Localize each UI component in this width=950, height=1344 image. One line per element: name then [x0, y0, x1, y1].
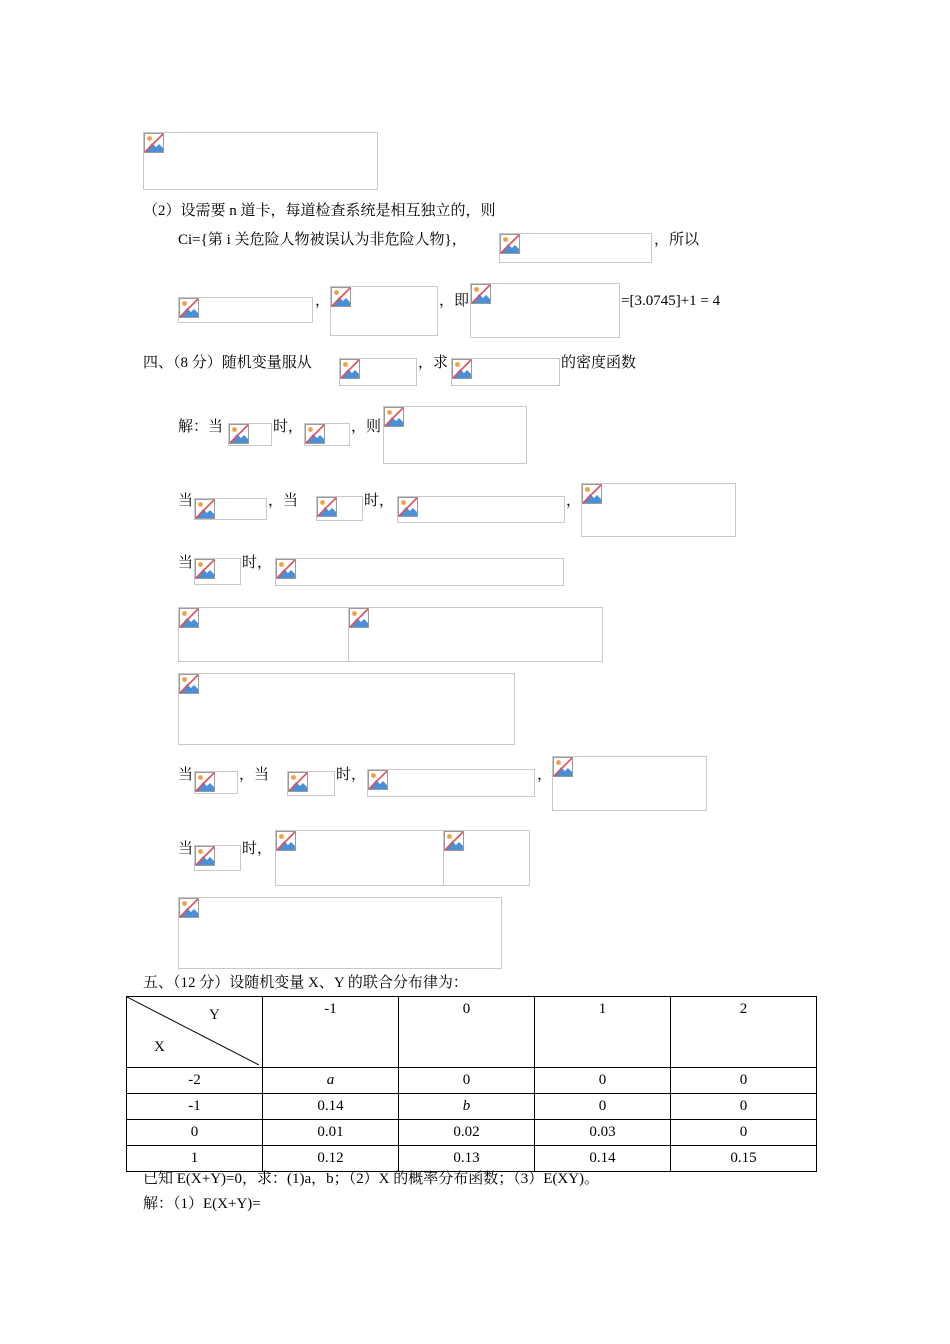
text-line: 当 [178, 767, 194, 783]
broken-image-icon [444, 831, 464, 851]
broken-image-icon [195, 846, 215, 866]
formula-image [287, 771, 335, 796]
text-line: 时， [336, 767, 367, 783]
formula-image [581, 483, 736, 537]
table-cell [399, 1094, 535, 1120]
table-cell: 0.02 [399, 1120, 535, 1146]
row-header: -1 [127, 1094, 263, 1120]
formula-image [339, 358, 417, 386]
broken-image-icon [288, 772, 308, 792]
table-cell: 0 [671, 1120, 817, 1146]
table-row [127, 1120, 817, 1146]
table-row [127, 1068, 817, 1094]
formula-image [178, 607, 349, 662]
broken-image-icon [331, 287, 351, 307]
broken-image-icon [349, 608, 369, 628]
broken-image-icon [179, 674, 199, 694]
table-cell [263, 1068, 399, 1094]
text-line: 时， [242, 841, 273, 857]
broken-image-icon [500, 234, 520, 254]
broken-image-icon [398, 497, 418, 517]
text-line: ，即 [439, 293, 470, 309]
joint-distribution-table [126, 996, 817, 1172]
section-heading: 五、（12 分）设随机变量 X、Y 的联合分布律为： [143, 975, 468, 991]
column-header: -1 [263, 997, 399, 1068]
broken-image-icon [195, 559, 215, 579]
text-line: ， [315, 293, 331, 309]
question-text: 已知 E(X+Y)=0，求：(1)a，b；（2）X 的概率分布函数；（3）E(XY)。 [143, 1171, 600, 1187]
table-cell: 0 [671, 1068, 817, 1094]
row-header: 0 [127, 1120, 263, 1146]
broken-image-icon [368, 770, 388, 790]
broken-image-icon [305, 424, 325, 444]
text-line: 当 [178, 555, 194, 571]
text-line: ，当 [268, 493, 299, 509]
broken-image-icon [553, 757, 573, 777]
text-line: =[3.0745]+1 = 4 [621, 293, 721, 309]
text-line: 当 [178, 493, 194, 509]
diagonal-line [127, 997, 263, 1065]
text-line: ，则 [351, 419, 382, 435]
formula-image [451, 358, 560, 386]
table-cell: 0 [535, 1094, 671, 1120]
formula-image [143, 132, 378, 190]
formula-image [397, 496, 565, 523]
table-cell: 0 [535, 1068, 671, 1094]
table-cell: 0.03 [535, 1120, 671, 1146]
formula-image [194, 498, 267, 520]
broken-image-icon [276, 559, 296, 579]
formula-image [194, 558, 241, 585]
formula-image [178, 673, 515, 745]
text-line: 时， [273, 419, 304, 435]
text-line: 解：当 [178, 419, 224, 435]
broken-image-icon [144, 133, 164, 153]
table-cell: 0.13 [399, 1146, 535, 1172]
formula-image [316, 496, 363, 521]
broken-image-icon [317, 497, 337, 517]
formula-image [348, 607, 603, 662]
row-header: 1 [127, 1146, 263, 1172]
broken-image-icon [179, 898, 199, 918]
formula-image [367, 769, 535, 797]
corner-cell [127, 997, 263, 1068]
answer-text: 解：（1）E(X+Y)= [143, 1196, 261, 1212]
table-cell: 0.01 [263, 1120, 399, 1146]
table-cell: 0 [399, 1068, 535, 1094]
formula-image [330, 286, 438, 336]
text-line: ，所以 [654, 232, 700, 248]
broken-image-icon [229, 424, 249, 444]
formula-image [552, 756, 707, 811]
table-cell: 0.15 [671, 1146, 817, 1172]
formula-image [178, 897, 502, 969]
broken-image-icon [179, 608, 199, 628]
text-line: 时， [364, 493, 395, 509]
text-line: ， [566, 493, 582, 509]
formula-image [470, 283, 620, 338]
broken-image-icon [582, 484, 602, 504]
formula-image [275, 558, 564, 586]
text-line: ，求 [418, 355, 449, 371]
broken-image-icon [340, 359, 360, 379]
text-line: ， [537, 767, 553, 783]
broken-image-icon [471, 284, 491, 304]
formula-image [275, 830, 444, 886]
broken-image-icon [452, 359, 472, 379]
broken-image-icon [195, 499, 215, 519]
formula-image [304, 423, 350, 446]
text-line: 时， [242, 555, 273, 571]
broken-image-icon [384, 407, 404, 427]
table-row [127, 1146, 817, 1172]
corner-y-label: Y [209, 1007, 220, 1023]
formula-image [194, 771, 238, 794]
formula-image [194, 845, 241, 871]
table-header-row [127, 997, 817, 1068]
broken-image-icon [179, 298, 199, 318]
cell-value-b: b [462, 1098, 471, 1114]
formula-image [178, 297, 313, 323]
table-cell: 0.14 [535, 1146, 671, 1172]
table-cell: 0.14 [263, 1094, 399, 1120]
table-cell: 0.12 [263, 1146, 399, 1172]
row-header: -2 [127, 1068, 263, 1094]
formula-image [383, 406, 527, 464]
text-line: ，当 [239, 767, 270, 783]
formula-image [499, 233, 652, 263]
section-heading: 四、（8 分）随机变量服从 [143, 355, 312, 371]
text-line: 的密度函数 [561, 355, 637, 371]
column-header: 0 [399, 997, 535, 1068]
formula-image [443, 830, 530, 886]
table-cell: 0 [671, 1094, 817, 1120]
formula-image [228, 423, 272, 446]
text-line: （2）设需要 n 道卡，每道检查系统是相互独立的，则 [143, 203, 496, 219]
column-header: 2 [671, 997, 817, 1068]
column-header: 1 [535, 997, 671, 1068]
broken-image-icon [195, 772, 215, 792]
table-row [127, 1094, 817, 1120]
text-line: 当 [178, 841, 194, 857]
text-line: Ci={第 i 关危险人物被误认为非危险人物}， [178, 232, 467, 248]
broken-image-icon [276, 831, 296, 851]
cell-value-a: a [326, 1072, 335, 1088]
corner-x-label: X [154, 1039, 165, 1055]
